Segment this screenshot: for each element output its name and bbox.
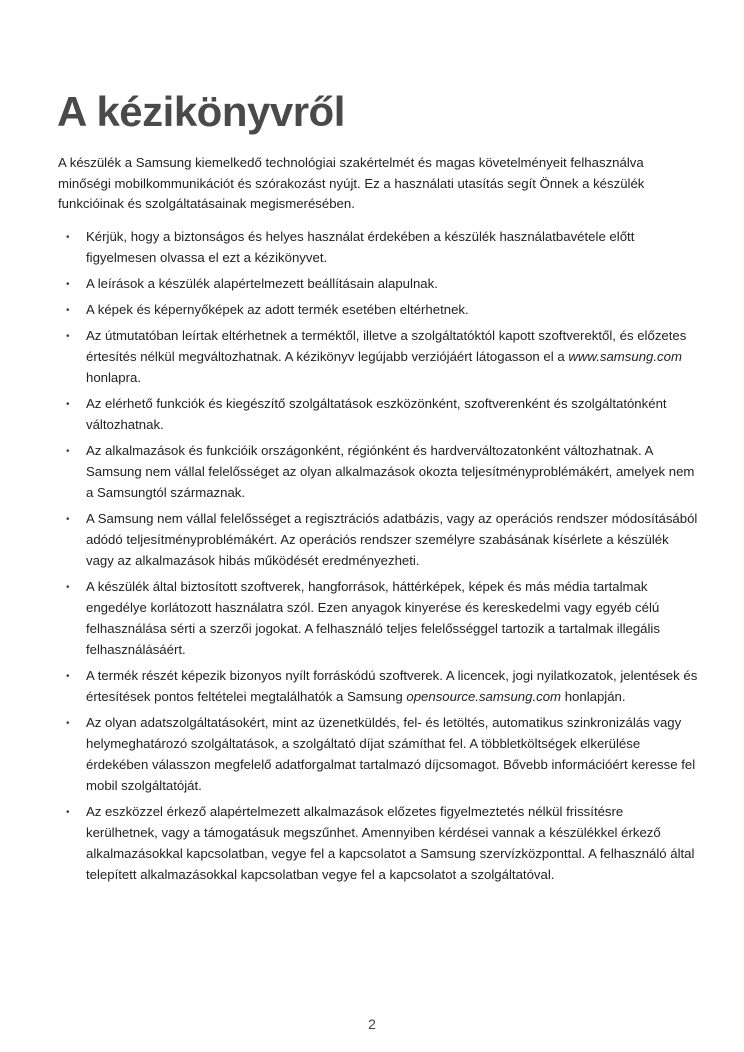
list-item-text: A Samsung nem vállal felelősséget a regisztrációs adatbázis, vagy az operációs rendszer módosításából adódó teljesítményproblémákért. Az operációs rendszer személyre szabásának kísérlete a készülék vagy az alkalmazások hibás működését eredményezheti. (86, 511, 698, 568)
list-item-text: Az elérhető funkciók és kiegészítő szolgáltatások eszközönként, szoftverenként és szolgáltatónként változhatnak. (86, 396, 667, 432)
bullet-icon: • (66, 331, 70, 342)
list-item (58, 440, 698, 503)
list-item (58, 226, 698, 268)
list-item (58, 712, 698, 796)
bullet-list (58, 226, 698, 890)
list-item-text: Az eszközzel érkező alapértelmezett alkalmazások előzetes figyelmeztetés nélkül frissítésre kerülhetnek, vagy a támogatásuk megszűnhet. Amennyiben kérdései vannak a készülékkel érkező alkalmazásokkal kapcsolatban, vegye fel a kapcsolatot a Samsung szervízközponttal. A felhasználó által telepített alkalmazásokkal kapcsolatban vegye fel a kapcsolatot a szolgáltatóval. (86, 804, 695, 882)
list-item-text-after: honlapra. (86, 370, 141, 385)
list-item (58, 665, 698, 707)
bullet-icon: • (66, 305, 70, 316)
list-item-text-after: honlapján. (561, 689, 626, 704)
list-item (58, 508, 698, 571)
page-number: 2 (368, 1016, 376, 1032)
list-item-text: Az olyan adatszolgáltatásokért, mint az üzenetküldés, fel- és letöltés, automatikus szinkronizálás vagy helymeghatározó szolgáltatások, a szolgáltató díjat számíthat fel. A többletköltségek elkerülése érdekében válasszon megfelelő adatforgalmat tartalmazó díjcsomagot. Bővebb információért keresse fel mobil szolgáltatóját. (86, 715, 696, 793)
list-item (58, 393, 698, 435)
bullet-icon: • (66, 582, 70, 593)
list-item-text: A leírások a készülék alapértelmezett beállításain alapulnak. (86, 276, 438, 291)
bullet-icon: • (66, 514, 70, 525)
list-item-text: A képek és képernyőképek az adott termék esetében eltérhetnek. (86, 302, 469, 317)
page-title: A kézikönyvről (57, 88, 345, 135)
bullet-icon: • (66, 232, 70, 243)
bullet-icon: • (66, 718, 70, 729)
bullet-icon: • (66, 446, 70, 457)
opensource-link[interactable]: opensource.samsung.com (406, 689, 562, 704)
intro-paragraph: A készülék a Samsung kiemelkedő technológiai szakértelmét és magas követelményeit felhasználva minőségi mobilkommunikációt és szórakozást nyújt. Ez a használati utasítás segít Önnek a készülék funkcióinak és szolgáltatásainak megismerésében. (58, 155, 645, 211)
list-item (58, 576, 698, 660)
bullet-icon: • (66, 807, 70, 818)
list-item (58, 299, 698, 320)
bullet-icon: • (66, 279, 70, 290)
list-item-text: A termék részét képezik bizonyos nyílt forráskódú szoftverek. A licencek, jogi nyilatkozatok, jelentések és értesítések pontos feltételei megtalálhatók a Samsung (86, 668, 698, 704)
samsung-link[interactable]: www.samsung.com (568, 349, 682, 364)
list-item (58, 325, 698, 388)
list-item-text: Az alkalmazások és funkcióik országonként, régiónként és hardverváltozatonként változhatnak. A Samsung nem vállal felelősséget az olyan alkalmazások okozta teljesítményproblémákért, amelyek nem a Samsungtól származnak. (86, 443, 695, 500)
bullet-icon: • (66, 671, 70, 682)
list-item-text: Az útmutatóban leírtak eltérhetnek a terméktől, illetve a szolgáltatóktól kapott szoftverektől, és előzetes értesítés nélkül megváltozhatnak. A kézikönyv legújabb verziójáért látogasson el a (86, 328, 687, 364)
list-item (58, 801, 698, 885)
bullet-icon: • (66, 399, 70, 410)
list-item-text: A készülék által biztosított szoftverek, hangforrások, háttérképek, képek és más média tartalmak engedélye korlátozott használatra szól. Ezen anyagok kinyerése és kereskedelmi vagy egyéb célú felhasználása sérti a szerzői jogokat. A felhasználó teljes felelősséggel tartozik a tartalmak illegális felhasználásáért. (86, 579, 660, 657)
list-item (58, 273, 698, 294)
list-item-text: Kérjük, hogy a biztonságos és helyes használat érdekében a készülék használatbavétele előtt figyelmesen olvassa el ezt a kézikönyvet. (86, 229, 635, 265)
